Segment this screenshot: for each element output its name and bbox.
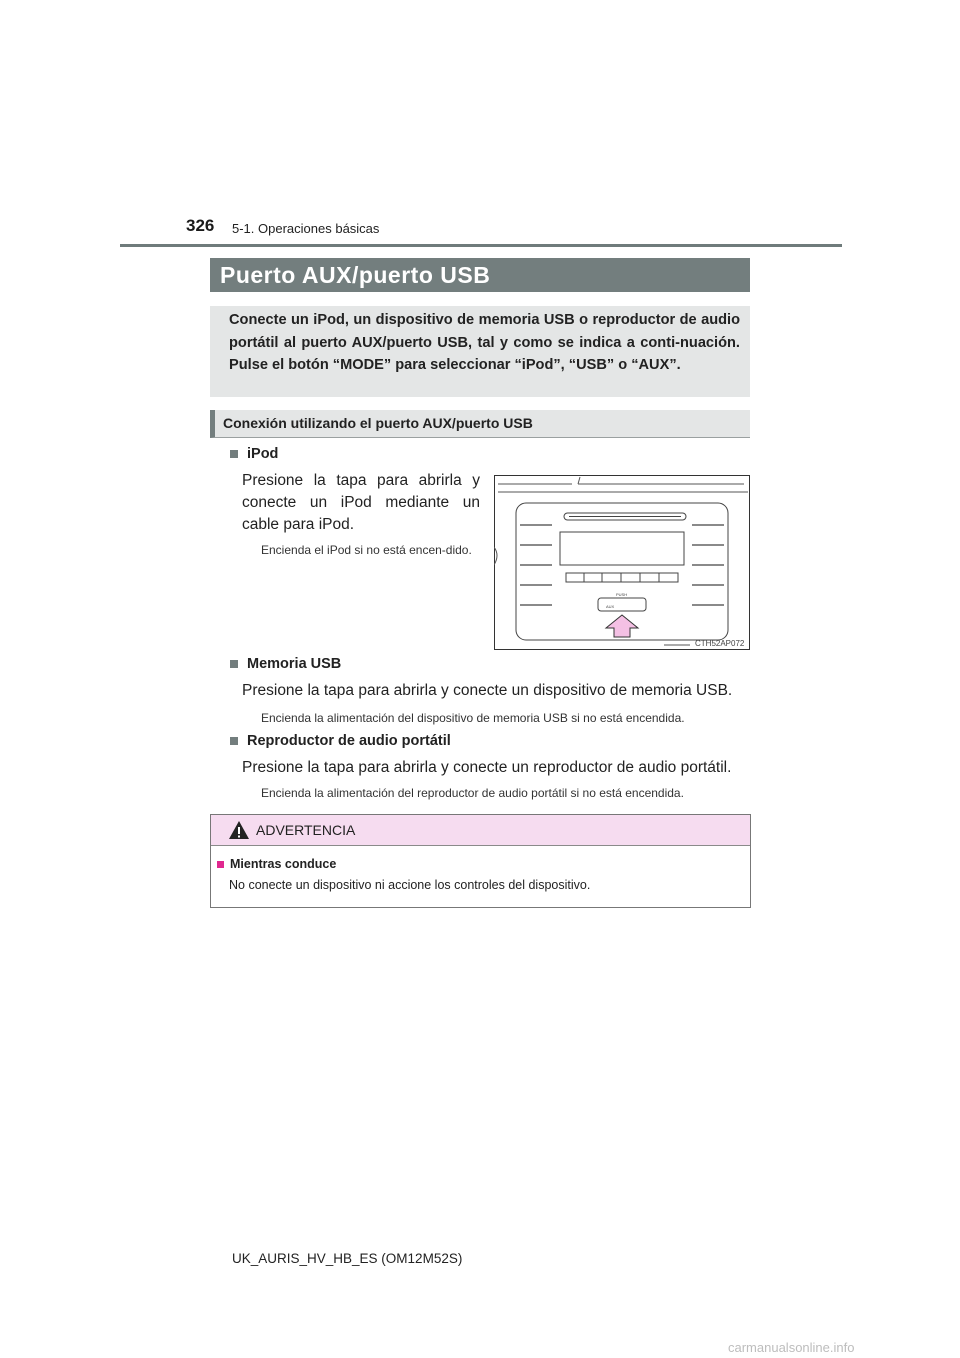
item-body-ipod: Presione la tapa para abrirla y conecte un iPod mediante un cable para iPod. xyxy=(242,472,480,533)
warning-title: ADVERTENCIA xyxy=(256,822,356,838)
page-title: Puerto AUX/puerto USB xyxy=(210,258,750,292)
square-bullet-icon xyxy=(230,737,238,745)
square-bullet-icon xyxy=(230,450,238,458)
item-heading-ipod xyxy=(230,446,278,462)
item-heading-player xyxy=(230,733,451,749)
item-heading-text: Reproductor de audio portátil xyxy=(247,733,451,749)
item-note-usb: Encienda la alimentación del dispositivo de memoria USB si no está encendida. xyxy=(261,711,685,725)
warning-header xyxy=(211,815,750,846)
warning-text: No conecte un dispositivo ni accione los controles del dispositivo. xyxy=(229,878,591,892)
subheading: Conexión utilizando el puerto AUX/puerto USB xyxy=(210,410,750,438)
warning-triangle-icon xyxy=(228,820,250,840)
watermark: carmanualsonline.info xyxy=(728,1340,855,1355)
warning-box xyxy=(210,814,751,908)
figure-code: CTH52AP072 xyxy=(695,639,745,648)
pink-square-bullet-icon xyxy=(217,861,224,868)
square-bullet-icon xyxy=(230,660,238,668)
item-body-player: Presione la tapa para abrirla y conecte un reproductor de audio portátil. xyxy=(242,759,732,776)
intro-text: Conecte un iPod, un dispositivo de memoria USB o reproductor de audio portátil al puerto AUX/puerto USB, tal y como se indica a conti-nuación. Pulse el botón “MODE” para seleccionar “iPod”, “USB” o “AUX”. xyxy=(229,312,740,373)
audio-unit-drawing xyxy=(494,475,750,650)
section-label: 5-1. Operaciones básicas xyxy=(232,221,380,236)
aux-label: AUX xyxy=(606,604,615,609)
item-heading-usb xyxy=(230,656,341,672)
warning-subheading xyxy=(217,857,336,871)
item-note-player: Encienda la alimentación del reproductor de audio portátil si no está encendida. xyxy=(261,786,684,800)
item-heading-text: Memoria USB xyxy=(247,656,342,672)
item-note-ipod: Encienda el iPod si no está encen-dido. xyxy=(261,543,472,557)
audio-unit-illustration xyxy=(494,475,750,650)
push-label: PUSH xyxy=(616,592,628,597)
item-body-usb: Presione la tapa para abrirla y conecte un dispositivo de memoria USB. xyxy=(242,682,733,699)
item-heading-text: iPod xyxy=(247,446,279,462)
intro-box xyxy=(210,306,750,397)
warning-subheading-text: Mientras conduce xyxy=(230,857,337,871)
footer-code: UK_AURIS_HV_HB_ES (OM12M52S) xyxy=(232,1251,463,1266)
header-rule xyxy=(120,244,842,247)
page-number: 326 xyxy=(186,216,215,235)
